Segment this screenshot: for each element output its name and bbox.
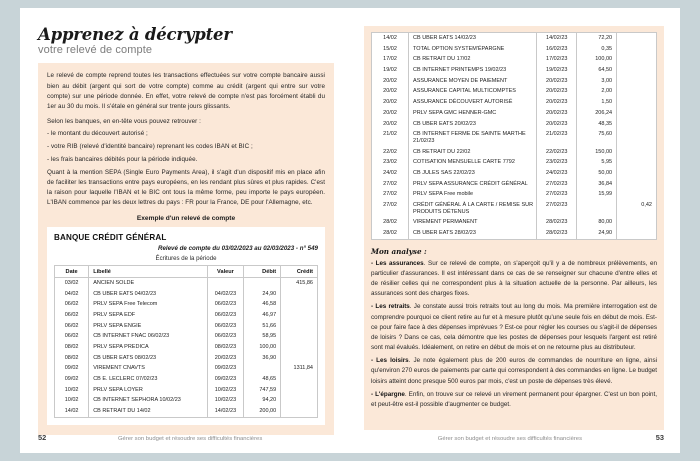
transaction-date: 20/02 [372, 119, 409, 130]
table-row [372, 76, 657, 87]
transaction-credit [617, 157, 657, 168]
transaction-libelle: VIREMENT PERMANENT [409, 217, 537, 228]
transaction-valeur: 06/02/23 [207, 299, 244, 310]
bank-name: BANQUE CRÉDIT GÉNÉRAL [54, 233, 167, 243]
transaction-libelle: CB UBER EATS 14/02/23 [409, 33, 537, 44]
transaction-date: 20/02 [372, 76, 409, 87]
table-row [372, 97, 657, 108]
transaction-debit: 48,35 [577, 119, 617, 130]
transaction-valeur: 28/02/23 [537, 228, 577, 239]
transaction-libelle: PRLV SEPA ASSURANCE CRÉDIT GÉNÉRAL [409, 179, 537, 190]
transaction-libelle: CB INTERNET FNAC 06/02/23 [89, 331, 207, 342]
transaction-debit: 36,90 [244, 353, 281, 364]
table-row [55, 299, 318, 310]
table-row [372, 44, 657, 55]
transaction-credit [617, 119, 657, 130]
bullet-rib: - votre RIB (relevé d'identité bancaire) reprenant les codes IBAN et BIC ; [47, 143, 253, 151]
analysis-item-label: - Les assurances [371, 259, 424, 267]
transaction-libelle: PRLV SEPA Free mobile [409, 189, 537, 200]
transaction-debit: 51,66 [244, 321, 281, 332]
transaction-valeur: 27/02/23 [537, 189, 577, 200]
table-row [55, 342, 318, 353]
transaction-valeur: 20/02/23 [537, 97, 577, 108]
transaction-date: 06/02 [55, 331, 89, 342]
transaction-date: 20/02 [372, 86, 409, 97]
footer-running-title: Gérer son budget et résoudre ses difficultés financières [117, 436, 263, 442]
transaction-date: 09/02 [55, 363, 89, 374]
transaction-debit: 2,00 [577, 86, 617, 97]
transaction-credit [281, 321, 318, 332]
table-row [372, 179, 657, 190]
transactions-table [54, 265, 318, 417]
transaction-credit [281, 385, 318, 396]
transaction-date: 06/02 [55, 299, 89, 310]
transaction-date: 28/02 [372, 217, 409, 228]
statement-reference: Relevé de compte du 03/02/2023 au 02/03/2023 - n° 549 [157, 245, 318, 253]
page-subtitle: votre relevé de compte [38, 44, 153, 57]
transactions-body [55, 277, 318, 417]
transaction-date: 27/02 [372, 179, 409, 190]
transaction-libelle: VIREMENT CNAVTS [89, 363, 207, 374]
transaction-credit [617, 44, 657, 55]
transaction-date: 27/02 [372, 189, 409, 200]
transaction-date: 19/02 [372, 65, 409, 76]
transaction-date: 27/02 [372, 200, 409, 217]
transaction-libelle: PRLV SEPA EDF [89, 310, 207, 321]
transaction-date: 23/02 [372, 157, 409, 168]
table-row [372, 189, 657, 200]
transaction-libelle: PRLV SEPA PREDICA [89, 342, 207, 353]
transaction-credit [617, 65, 657, 76]
transaction-credit [281, 395, 318, 406]
transaction-debit: 75,60 [577, 129, 617, 146]
transaction-valeur: 04/02/23 [207, 289, 244, 300]
table-row [372, 217, 657, 228]
transaction-date: 06/02 [55, 310, 89, 321]
transaction-debit: 94,20 [244, 395, 281, 406]
book-spread [20, 8, 680, 453]
transaction-credit [617, 76, 657, 87]
transaction-libelle: CB UBER EATS 08/02/23 [89, 353, 207, 364]
transaction-debit: 3,00 [577, 76, 617, 87]
transaction-libelle: PRLV SEPA LOYER [89, 385, 207, 396]
analysis-item-text: . Enfin, on trouve sur ce relevé un virement permanent pour épargner. C'est un bon point, et peut-être est-il possible d'augmenter ce budget. [371, 390, 657, 408]
transaction-debit [244, 277, 281, 288]
transaction-date: 17/02 [372, 54, 409, 65]
table-row [55, 385, 318, 396]
transaction-valeur: 20/02/23 [537, 108, 577, 119]
table-row [372, 146, 657, 157]
transaction-date: 21/02 [372, 129, 409, 146]
page-title: Apprenez à décrypter [38, 25, 232, 44]
table-row [55, 406, 318, 417]
right-page [350, 8, 680, 453]
transaction-debit: 206,24 [577, 108, 617, 119]
column-header-libelle: Libellé [89, 266, 207, 277]
transaction-valeur: 08/02/23 [207, 342, 244, 353]
analysis-item [371, 390, 657, 410]
analysis-item-label: - Les loisirs [371, 357, 409, 365]
column-header-valeur: Valeur [207, 266, 244, 277]
example-heading: Exemple d'un relevé de compte [136, 215, 236, 223]
transaction-debit: 5,95 [577, 157, 617, 168]
transaction-debit: 15,99 [577, 189, 617, 200]
right-footer [364, 433, 664, 442]
transaction-debit: 1,50 [577, 97, 617, 108]
transaction-date: 06/02 [55, 321, 89, 332]
intro-paragraph: Le relevé de compte reprend toutes les transactions effectuées sur votre compte bancaire aussi bien au débit (argent qui sort de votre compte) comme au crédit (argent qui entre sur votre compte) sur une période donnée. En effet, votre relevé de compte n'est pas forcément établi du 1er au 30 du mois. Il s'étale en général sur trente jours glissants. [47, 72, 325, 110]
intro-paragraph: Selon les banques, en en-tête vous pouvez retrouver : [47, 117, 201, 125]
transaction-date: 08/02 [55, 342, 89, 353]
transaction-libelle: CB RETRAIT DU 17/02 [409, 54, 537, 65]
transaction-date: 24/02 [372, 168, 409, 179]
transaction-date: 08/02 [55, 353, 89, 364]
transaction-valeur: 19/02/23 [537, 65, 577, 76]
page-title-block [38, 26, 334, 56]
analysis-panel [364, 26, 664, 430]
analysis-list [371, 259, 657, 411]
analysis-heading: Mon analyse : [371, 246, 427, 256]
transaction-credit: 1311,84 [281, 363, 318, 374]
statement-period-label: Écritures de la période [155, 255, 217, 263]
table-header-row [55, 266, 318, 277]
transaction-credit [617, 217, 657, 228]
transaction-libelle: ASSURANCE DÉCOUVERT AUTORISÉ [409, 97, 537, 108]
column-header-date: Date [55, 266, 89, 277]
transaction-credit [617, 97, 657, 108]
transaction-libelle: ANCIEN SOLDE [89, 277, 207, 288]
transaction-credit [617, 86, 657, 97]
transaction-debit: 200,00 [244, 406, 281, 417]
transaction-credit [281, 374, 318, 385]
table-row [372, 129, 657, 146]
bank-statement-card [47, 227, 325, 424]
transaction-credit [281, 406, 318, 417]
transaction-debit: 150,00 [577, 146, 617, 157]
transaction-libelle: CB INTERNET PRINTEMPS 19/02/23 [409, 65, 537, 76]
transaction-libelle: CB INTERNET SEPHORA 10/02/23 [89, 395, 207, 406]
column-header-credit: Crédit [281, 266, 318, 277]
transaction-date: 28/02 [372, 228, 409, 239]
transaction-debit: 100,00 [244, 342, 281, 353]
transaction-libelle: ASSURANCE MOYEN DE PAIEMENT [409, 76, 537, 87]
transaction-libelle: CB UBER EATS 20/02/23 [409, 119, 537, 130]
transaction-valeur: 10/02/23 [207, 385, 244, 396]
table-row [55, 321, 318, 332]
transaction-credit [617, 54, 657, 65]
intro-panel [38, 63, 334, 434]
transaction-date: 09/02 [55, 374, 89, 385]
transaction-libelle: CB RETRAIT DU 22/02 [409, 146, 537, 157]
transaction-date: 22/02 [372, 146, 409, 157]
transaction-date: 14/02 [55, 406, 89, 417]
transaction-libelle: COTISATION MENSUELLE CARTE 7792 [409, 157, 537, 168]
transaction-libelle: CB JULES SAS 22/02/23 [409, 168, 537, 179]
transaction-debit: 24,90 [244, 289, 281, 300]
transaction-libelle: CRÉDIT GÉNÉRAL À LA CARTE / REMISE SUR PRODUITS DÉTENUS [409, 200, 537, 217]
footer-running-title: Gérer son budget et résoudre ses difficultés financières [437, 436, 583, 442]
table-row [372, 168, 657, 179]
column-header-debit: Débit [244, 266, 281, 277]
transaction-libelle: CB UBER EATS 04/02/23 [89, 289, 207, 300]
table-row [372, 54, 657, 65]
table-row [55, 289, 318, 300]
transaction-libelle: CB INTERNET FERME DE SAINTE MARTHE 21/02/23 [409, 129, 537, 146]
transaction-valeur: 28/02/23 [537, 217, 577, 228]
transaction-valeur: 10/02/23 [207, 395, 244, 406]
table-row [372, 33, 657, 44]
transaction-valeur: 27/02/23 [537, 179, 577, 190]
transaction-libelle: ASSURANCE CAPITAL MULTICOMPTES [409, 86, 537, 97]
transaction-credit [281, 353, 318, 364]
transaction-date: 15/02 [372, 44, 409, 55]
transaction-debit: 24,90 [577, 228, 617, 239]
transaction-valeur [207, 277, 244, 288]
analysis-item [371, 259, 657, 300]
transaction-credit [617, 33, 657, 44]
transaction-debit: 80,00 [577, 217, 617, 228]
transaction-valeur: 20/02/23 [537, 76, 577, 87]
transaction-credit [617, 228, 657, 239]
transaction-debit: 72,20 [577, 33, 617, 44]
transaction-valeur: 22/02/23 [537, 146, 577, 157]
transaction-valeur: 06/02/23 [207, 321, 244, 332]
table-row [55, 331, 318, 342]
analysis-item-text: . Je constate aussi trois retraits tout au long du mois. Ma première interrogation est de comprendre pourquoi ce client retire au fur et à mesure plutôt qu'une seule fois en début de mois. Est-ce pour faire face à des dépenses imprévues ? Est-ce pour régler les courses ou s'agit-il de dépenses de loisirs ? Dans ce cas, cela démontre que les postes de dépenses pour lesquels l'argent est retiré sont mal évalués. Idéalement, on retire en début de mois et on ne retourne plus au distributeur. [371, 303, 658, 352]
transaction-valeur: 14/02/23 [207, 406, 244, 417]
transaction-debit: 0,35 [577, 44, 617, 55]
table-row [372, 65, 657, 76]
transaction-date: 10/02 [55, 385, 89, 396]
table-row [55, 310, 318, 321]
transaction-valeur: 06/02/23 [207, 331, 244, 342]
transaction-date: 20/02 [372, 108, 409, 119]
transaction-debit: 64,50 [577, 65, 617, 76]
transaction-credit: 415,86 [281, 277, 318, 288]
transaction-debit: 46,97 [244, 310, 281, 321]
transaction-libelle: CB UBER EATS 28/02/23 [409, 228, 537, 239]
transaction-valeur: 27/02/23 [537, 200, 577, 217]
transaction-credit [281, 289, 318, 300]
table-row [372, 86, 657, 97]
transaction-credit [281, 342, 318, 353]
transaction-credit [617, 146, 657, 157]
table-row [55, 363, 318, 374]
table-row [55, 395, 318, 406]
transaction-libelle: CB E. LECLERC 07/02/23 [89, 374, 207, 385]
transaction-valeur: 24/02/23 [537, 168, 577, 179]
bullet-fees: - les frais bancaires débités pour la période indiquée. [47, 155, 198, 163]
table-row [372, 119, 657, 130]
transaction-valeur: 09/02/23 [207, 363, 244, 374]
analysis-item-label: - L'épargne [371, 390, 405, 398]
transaction-date: 10/02 [55, 395, 89, 406]
table-row [55, 277, 318, 288]
transaction-libelle: CB RETRAIT DU 14/02 [89, 406, 207, 417]
left-page [20, 8, 350, 453]
transaction-valeur: 17/02/23 [537, 54, 577, 65]
bullet-overdraft: - le montant du découvert autorisé ; [47, 130, 148, 138]
transaction-valeur: 23/02/23 [537, 157, 577, 168]
transaction-credit [281, 310, 318, 321]
transaction-credit [617, 129, 657, 146]
transaction-debit [244, 363, 281, 374]
analysis-item-text: . Sur ce relevé de compte, on s'aperçoit qu'il y a de nombreux prélèvements, en particulier d'assurances. Il est intéressant dans ce cas de se renseigner sur chacune d'entre elles et de résilier celles qui ne correspondent plus à la situation actuelle de la personne. Par ailleurs, les assurances sont des charges fixes. [371, 259, 658, 298]
transaction-valeur: 14/02/23 [537, 33, 577, 44]
table-row [372, 108, 657, 119]
transaction-debit [577, 200, 617, 217]
transaction-valeur: 09/02/23 [207, 374, 244, 385]
transaction-credit [617, 168, 657, 179]
transaction-libelle: PRLV SEPA Free Telecom [89, 299, 207, 310]
transaction-debit: 36,84 [577, 179, 617, 190]
transaction-credit [617, 108, 657, 119]
page-number: 53 [655, 433, 664, 442]
table-row [372, 228, 657, 239]
transaction-valeur: 20/02/23 [537, 119, 577, 130]
transaction-credit [281, 299, 318, 310]
table-row [372, 157, 657, 168]
transaction-credit: 0,42 [617, 200, 657, 217]
analysis-item-text: . Je note également plus de 200 euros de commandes de nourriture en ligne, ainsi qu'environ 270 euros de paiements par carte qui correspondent à des commandes en ligne. Le budget loisirs atteint donc presque 500 euros par mois, c'est un poste de dépenses très élevé. [371, 357, 657, 385]
analysis-item [371, 302, 657, 353]
transaction-debit: 50,00 [577, 168, 617, 179]
transaction-debit: 100,00 [577, 54, 617, 65]
transactions-table-continued [371, 32, 657, 240]
transactions-continued-body [372, 33, 657, 240]
intro-paragraph-sepa: Quant à la mention SEPA (Single Euro Payments Area), il s'agit d'un dispositif mis en place afin de faciliter les transactions entre pays européens, en les rendant plus sûres et plus rapides. C'est la raison pour laquelle l'IBAN et le BIC ont tous la même forme, peu importe le pays européen. L'IBAN commence par les deux lettres du pays : FR pour la France, DE pour l'Allemagne, etc. [47, 168, 325, 207]
transaction-credit [617, 189, 657, 200]
transaction-debit: 46,58 [244, 299, 281, 310]
transaction-valeur: 06/02/23 [207, 310, 244, 321]
table-row [55, 374, 318, 385]
transaction-valeur: 16/02/23 [537, 44, 577, 55]
transaction-date: 14/02 [372, 33, 409, 44]
transaction-libelle: TOTAL OPTION SYSTEM'ÉPARGNE [409, 44, 537, 55]
transaction-credit [617, 179, 657, 190]
page-number: 52 [38, 433, 47, 442]
transaction-credit [281, 331, 318, 342]
analysis-item-label: - Les retraits [371, 303, 410, 311]
transaction-libelle: PRLV SEPA ENGIE [89, 321, 207, 332]
transaction-valeur: 21/02/23 [537, 129, 577, 146]
analysis-item [371, 356, 657, 387]
table-row [372, 200, 657, 217]
transaction-debit: 747,59 [244, 385, 281, 396]
table-row [55, 353, 318, 364]
transaction-libelle: PRLV SEPA GMC HENNER-GMC [409, 108, 537, 119]
left-footer [38, 433, 334, 442]
transaction-date: 04/02 [55, 289, 89, 300]
transaction-date: 03/02 [55, 277, 89, 288]
transaction-valeur: 20/02/23 [207, 353, 244, 364]
transaction-debit: 48,65 [244, 374, 281, 385]
transaction-debit: 58,95 [244, 331, 281, 342]
transaction-date: 20/02 [372, 97, 409, 108]
transaction-valeur: 20/02/23 [537, 86, 577, 97]
